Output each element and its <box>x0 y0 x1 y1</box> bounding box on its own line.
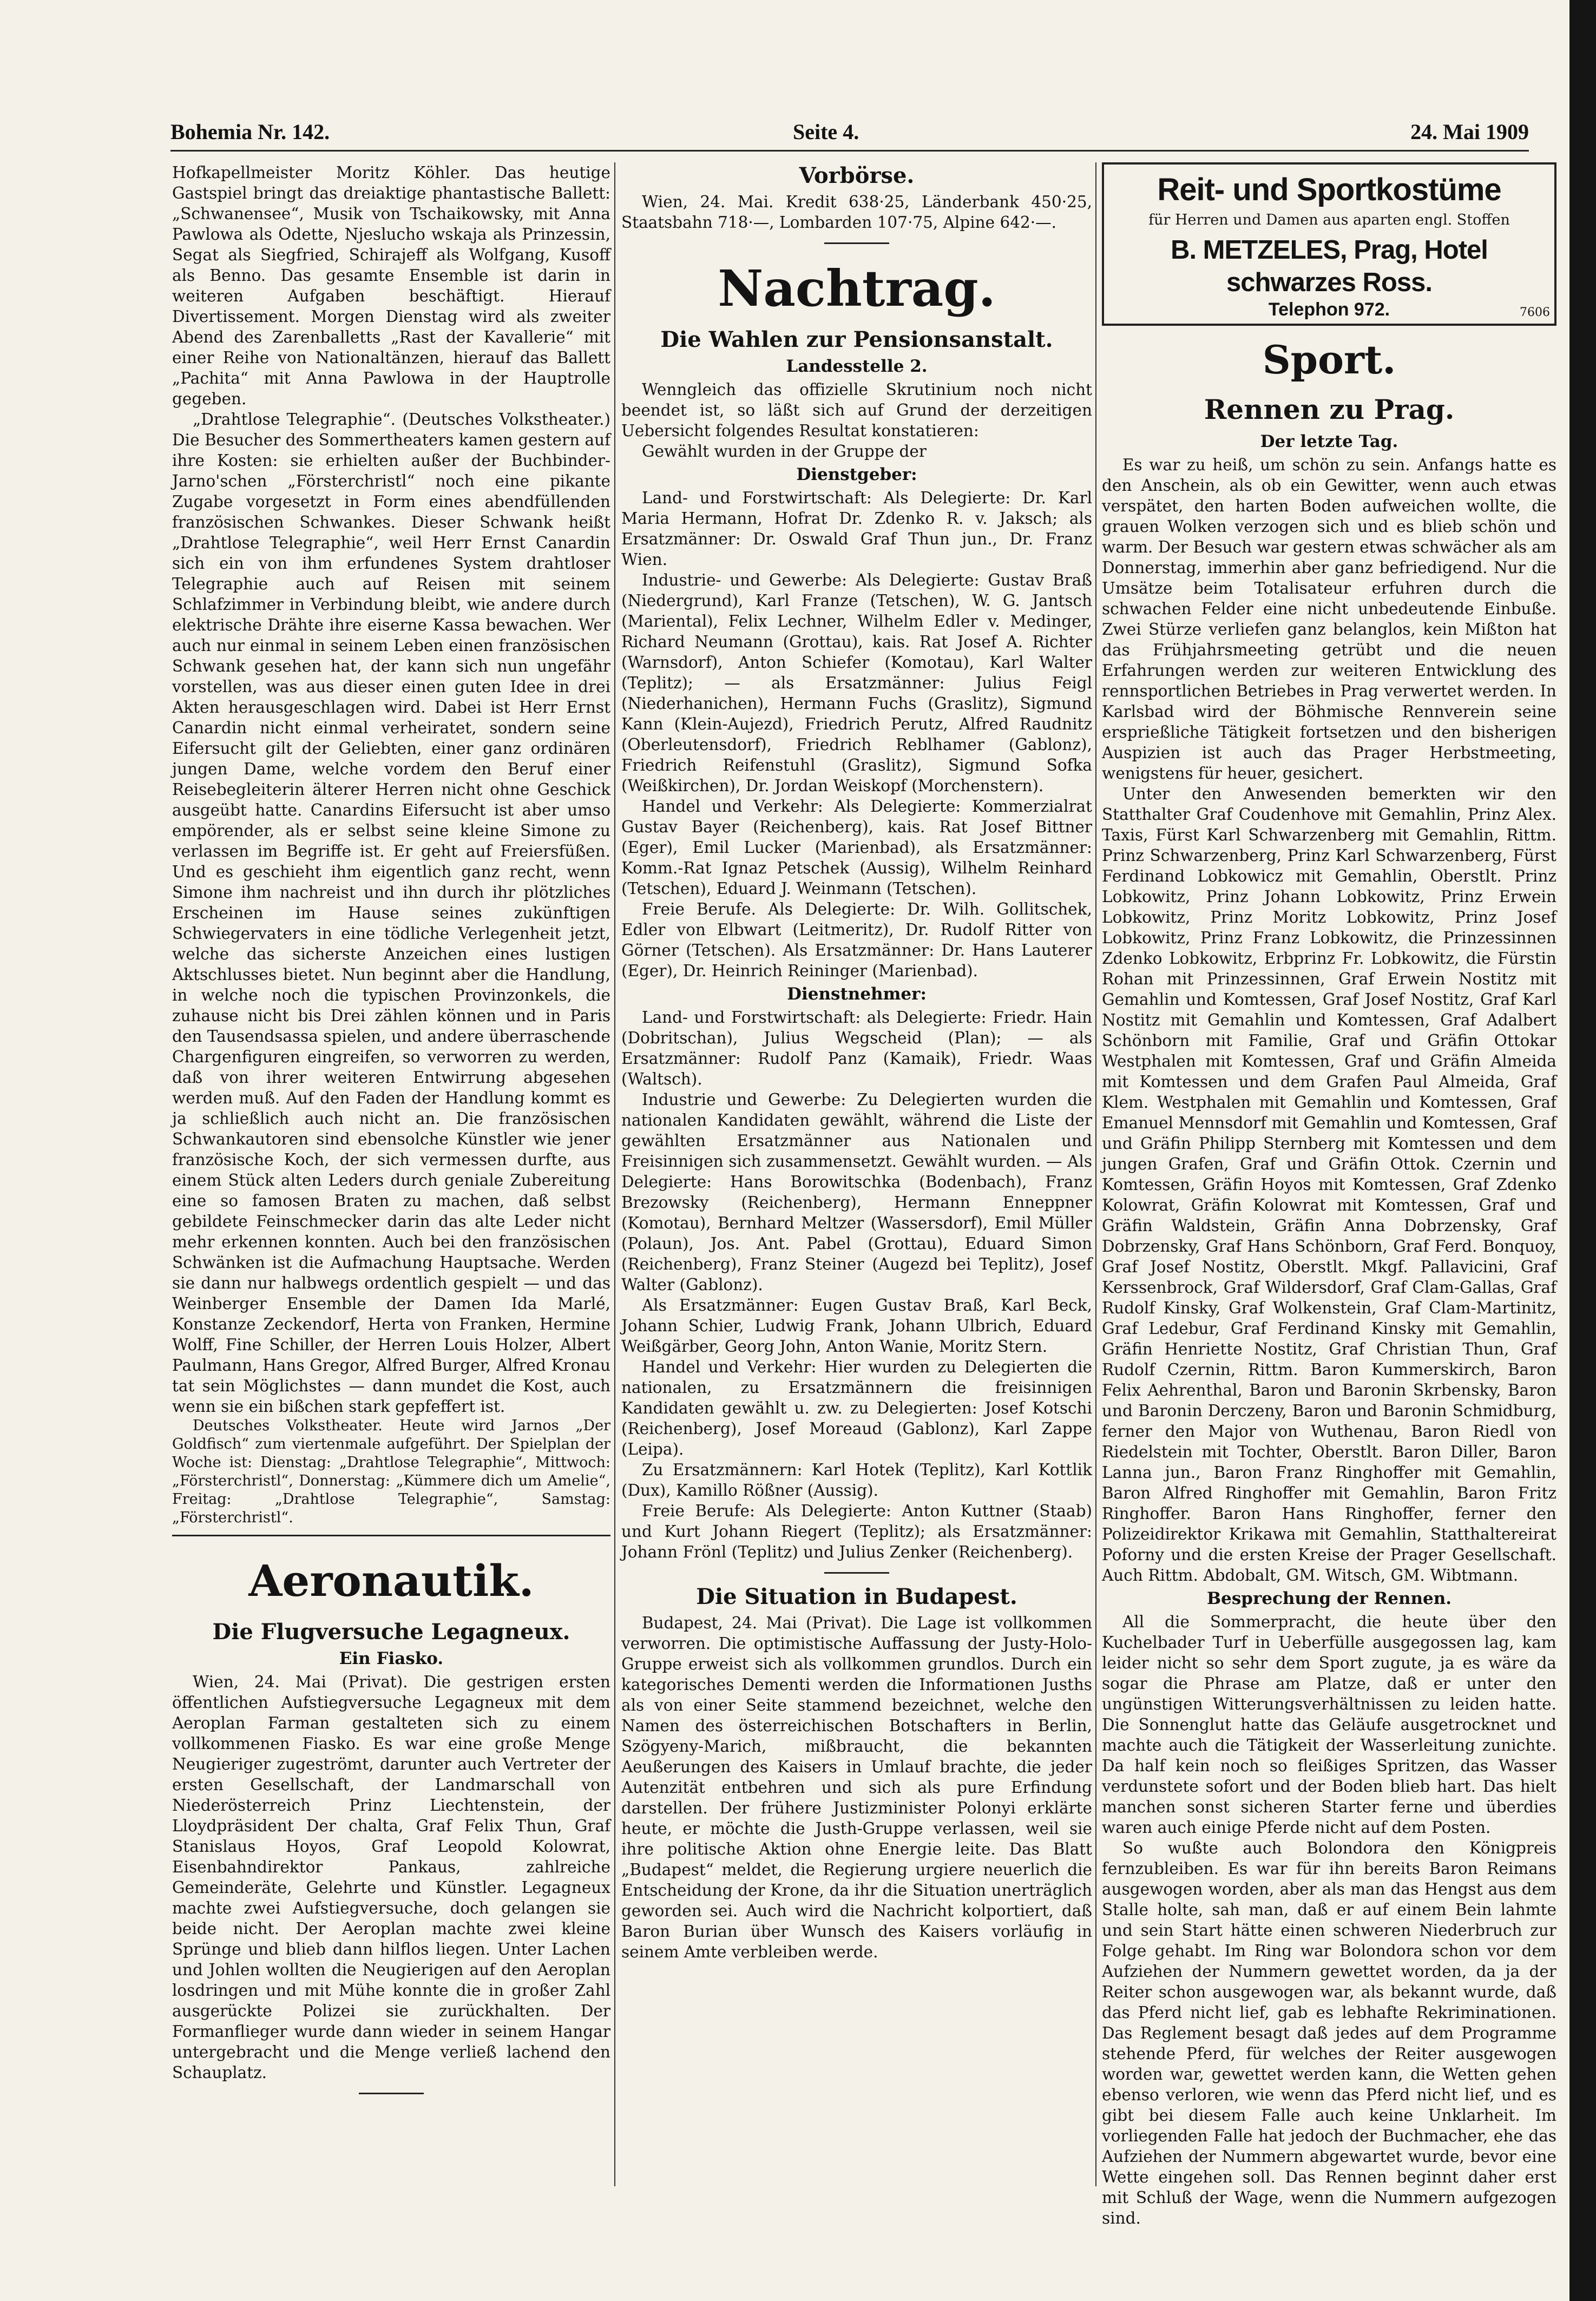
article-headline: Die Wahlen zur Pensionsanstalt. <box>660 327 1053 352</box>
section-title-nachtrag: Nachtrag. <box>718 259 996 318</box>
ad-firm: B. METZELES, Prag, Hotel schwarzes Ross. <box>1171 235 1488 297</box>
article-paragraph: So wußte auch Bolondora den Königpreis fernzubleiben. Es war für ihn bereits Baron Reimans ausgewogen worden, aber als man das Hengst aus dem Stalle holte, sah man, daß er auf einem Bein lahmte und sein Start hätte einen schweren Niederbruch zur Folge gehabt. Im Ring war Bolondora schon vor dem Aufziehen der Nummern gewettet worden, da ja der Reiter schon ausgewogen war, als bekannt wurde, daß das Pferd nicht lief, gab es lebhafte Rekriminationen. Das Reglement besagt daß jedes auf dem Programme stehende Pferd, für welches der Reiter ausgewogen worden war, gewettet werden kann, die Wetten gehen ebenso verloren, wie wenn das Pferd nicht lief, und es gibt bei diesem Falle auch keine Unklarheit. Im vorliegenden Falle hat jedoch der Buchmacher, ehe das Aufziehen der Nummern abgewartet wurde, bevor eine Wette eingehen soll. Das Rennen beginnt daher erst mit Schluß der Wage, wenn die Nummern aufgezogen sind. <box>1102 1839 1556 2227</box>
article-paragraph: Gewählt wurden in der Gruppe der <box>642 442 927 461</box>
article-paragraph: Als Ersatzmänner: Eugen Gustav Braß, Karl Beck, Johann Schier, Ludwig Frank, Johann Ulbrich, Eduard Weißgärber, Georg John, Anton Wanie, Moritz Stern. <box>621 1296 1092 1356</box>
scan-edge <box>1569 0 1596 2301</box>
article-paragraph: Hofkapellmeister Moritz Köhler. Das heutige Gastspiel bringt das dreiaktige phantastische Ballett: „Schwanensee“, Musik von Tschaikowsky, mit Anna Pawlowa als Odette, Njeslucho wskaja als Prinzessin, Segat als Siegfried, Schirajeff als Wolfgang, Kusoff als Benno. Das gesamte Ensemble ist darin in weiteren Aufgaben beschäftigt. Hierauf Divertissement. Morgen Dienstag wird als zweiter Abend des Zarenballetts „Rast der Kavallerie“ mit einer Reihe von Nationaltänzen, hierauf das Ballett „Pachita“ mit Anna Pawlowa in der Hauptrolle gegeben. <box>172 163 610 408</box>
section-rule <box>824 1572 889 1574</box>
article-paragraph: Zu Ersatzmännern: Karl Hotek (Teplitz), Karl Kottlik (Dux), Kamillo Rößner (Aussig). <box>621 1461 1092 1500</box>
column-3 <box>1102 162 1556 2227</box>
article-paragraph: Wenngleich das offizielle Skrutinium noch nicht beendet ist, so läßt sich auf Grund der derzeitigen Uebersicht folgendes Resultat konstatieren: <box>621 380 1092 440</box>
section-rule <box>172 1535 610 1536</box>
article-paragraph: Wien, 24. Mai (Privat). Die gestrigen ersten öffentlichen Aufstiegversuche Legagneux mit dem Aeroplan Farman gestalteten sich zu einem vollkommenen Fiasko. Es war eine große Menge Neugieriger zugeströmt, darunter auch Vertreter der ersten Gesellschaft, der Landmarschall von Niederösterreich Prinz Liechtenstein, der Lloydpräsident Der chalta, Graf Felix Thun, Graf Stanislaus Hoyos, Graf Leopold Kolowrat, Eisenbahndirektor Pankaus, zahlreiche Gemeinderäte, Gelehrte und Künstler. Legagneux machte zwei Aufstiegversuche, doch gelangen sie beide nicht. Der Aeroplan machte zwei kleine Sprünge und blieb dann hilflos liegen. Unter Lachen und Johlen wollten die Neugierigen auf den Aeroplan losdringen und mit Mühe konnte die in großer Zahl ausgerückte Polizei sie zurückhalten. Der Formanflieger wurde dann wieder in seinem Hangar untergebracht und die Menge verließ lachend den Schauplatz. <box>172 1673 610 2082</box>
article-subheadline: Landesstelle 2. <box>786 357 928 376</box>
article-paragraph: Freie Berufe: Als Delegierte: Anton Kuttner (Staab) und Kurt Johann Riegert (Teplitz); als Ersatzmänner: Johann Frönl (Teplitz) und Julius Zenker (Reichenberg). <box>621 1502 1092 1561</box>
section-title-vorboerse: Vorbörse. <box>799 163 915 188</box>
article-paragraph: Unter den Anwesenden bemerkten wir den Statthalter Graf Coudenhove mit Gemahlin, Prinz Alex. Taxis, Fürst Karl Schwarzenberg mit Gemahlin, Rittm. Prinz Schwarzenberg, Prinz Karl Schwarzenberg, Fürst Ferdinand Lobkowicz mit Gemahlin, Oberstlt. Prinz Lobkowitz, Prinz Johann Lobkowitz, Prinz Erwein Lobkowitz, Prinz Moritz Lobkowitz, Prinz Josef Lobkowitz, Prinz Franz Lobkowitz, die Prinzessinnen Zdenko Lobkowitz, Erbprinz Fr. Lobkowitz, die Fürstin Rohan mit Prinzessinnen, Graf Erwein Nostitz mit Gemahlin und Komtessen, Graf Josef Nostitz, Graf Karl Nostitz mit Gemahlin und Komtessen, Graf Adalbert Schönborn mit Familie, Graf und Gräfin Ottokar Westphalen mit Komtessen, Graf und Gräfin Almeida mit Komtessen und dem Grafen Paul Almeida, Graf Klem. Westphalen mit Gemahlin und Komtessen, Graf Emanuel Mennsdorf mit Gemahlin und Komtessen, Graf und Gräfin Philipp Sternberg mit Komtessen und dem jungen Grafen, Graf und Gräfin Ottok. Czernin und Komtessen, Gräfin Hoyos mit Komtessen, Graf Zdenko Kolowrat, Gräfin Kolowrat mit Komtessen, Graf und Gräfin Waldstein, Gräfin Anna Dobrzensky, Graf Dobrzensky, Graf Hans Schönborn, Graf Ferd. Bonquoy, Graf Josef Nostitz, Oberstlt. Mkgf. Pallavicini, Graf Kerssenbrock, Graf Wildersdorf, Graf Clam-Gallas, Graf Rudolf Kinsky, Graf Wolkenstein, Graf Clam-Martinitz, Graf Ledebur, Graf Ferdinand Kinsky mit Gemahlin, Gräfin Henriette Nostitz, Graf Christian Thun, Graf Rudolf Czernin, Rittm. Baron Kummerskirch, Baron Felix Aehrenthal, Baron und Baronin Skrbensky, Baron und Baronin Derczeny, Baron und Baronin Schmidburg, ferner den Major von Wuthenau, Baron Riedl von Riedelstein mit Tochter, Oberstlt. Baron Diller, Baron Lanna jun., Baron Franz Ringhoffer mit Gemahlin, Baron Alfred Ringhoffer mit Gemahlin, Baron Fritz Ringhoffer. Baron Hans Ringhoffer, ferner den Polizeidirektor Krikawa mit Gemahlin, Statthaltereirat Poforny und die ersten Kreise der Prager Gesellschaft. Auch Rittm. Abdobalt, GM. Witsch, GM. Wibtmann. <box>1102 785 1556 1585</box>
section-title-sport: Sport. <box>1262 337 1396 383</box>
section-title-aeronautik: Aeronautik. <box>248 1555 534 1606</box>
page-header <box>170 119 1529 152</box>
article-paragraph: Land- und Forstwirtschaft: als Delegierte: Friedr. Hain (Dobritschan), Julius Wegscheid (Plan); — als Ersatzmänner: Rudolf Panz (Kamaik), Friedr. Waas (Waltsch). <box>621 1008 1092 1088</box>
article-paragraph: „Drahtlose Telegraphie“. (Deutsches Volkstheater.) Die Besucher des Sommertheaters kamen gestern auf ihre Kosten: sie erhielten außer der Buchbinder-Jarno'schen „Försterchristl“ noch eine pikante Zugabe vorgesetzt in Form eines abendfüllenden französischen Schwankes. Dieser Schwank heißt „Drahtlose Telegraphie“, weil Herr Ernst Canardin sich ein von ihm erfundenes System drahtloser Telegraphie auch auf Reisen mit seinem Schlafzimmer in Verbindung bleibt, wie andere durch elektrische Drähte ihre eiserne Kassa bewachen. Wer auch nur einmal in seinem Leben einen französischen Schwank gesehen hat, der kann sich nun ungefähr vorstellen, was aus dieser einen guten Idee in drei Akten herausgeschlagen wird. Dabei ist Herr Ernst Canardin nicht einmal verheiratet, sondern seine Eifersucht gilt der Geliebten, einer ganz ordinären jungen Dame, welche vordem den Beruf einer Reisebegleiterin älterer Herren nicht ohne Geschick ausgeübt hatte. Canardins Eifersucht ist aber umso empörender, als er selbst seine kleine Simone zu verlassen im Begriffe ist. Er geht auf Freiersfüßen. Und es geschieht ihm eigentlich ganz recht, wenn Simone ihm nachreist und ihn durch ihr plötzliches Erscheinen im Hause seines zukünftigen Schwiegervaters in eine tödliche Verlegenheit jetzt, welche das sicherste Anzeichen eines lustigen Aktschlusses bietet. Nun beginnt aber die Handlung, in welche noch die typischen Provinzonkels, die zuhause nicht bis Drei zählen können und in Paris den Tausendsassa spielen, und andere überraschende Chargenfiguren eingreifen, so verworren zu werden, daß von ihrer weiteren Entwirrung abgesehen werden muß. Auf den Faden der Handlung kommt es ja schließlich auch nicht an. Die französischen Schwankautoren sind ebensolche Künstler wie jener französische Koch, der sich vermessen durfte, aus einem Stück alten Leders durch geniale Zubereitung eine so famosen Braten zu machen, daß selbst gebildete Feinschmecker darin das alte Leder nicht mehr erkennen konnten. Auch bei den französischen Schwänken ist die Aufmachung Hauptsache. Werden sie dann nur halbwegs ordentlich gespielt — und das Weinberger Ensemble der Damen Ida Marlé, Konstanze Zeckendorf, Herta von Franken, Hermine Wolff, Fine Schiller, der Herren Louis Holzer, Albert Paulmann, Hans Gregor, Alfred Burger, Alfred Kronau tat sein Möglichstes — dann mundet die Kost, auch wenn sie ein bißchen stark gepfeffert ist. <box>172 410 610 1416</box>
article-paragraph: Deutsches Volkstheater. Heute wird Jarnos „Der Goldfisch“ zum viertenmale aufgeführt. Der Spielplan der Woche ist: Dienstag: „Drahtlose Telegraphie“, Mittwoch: „Försterchristl“, Donnerstag: „Kümmere dich um Amelie“, Freitag: „Drahtlose Telegraphie“, Samstag: „Försterchristl“. <box>172 1417 610 1526</box>
article-paragraph: Budapest, 24. Mai (Privat). Die Lage ist vollkommen verworren. Die optimistische Auffassung der Justy-Holo-Gruppe erweist sich als vollkommen grundlos. Durch ein kategorisches Dementi werden die Informationen Jusths als von einer Seite stammend bezeichnet, welche den Namen des österreichischen Botschafters in Berlin, Szögyeny-Marich, mißbraucht, die bekannten Aeußerungen des Kaisers in Umlauf brachte, die jeder Autenzität entbehren und sich als pure Erfindung darstellen. Der frühere Justizminister Polonyi erklärte heute, er möchte die Justh-Gruppe verlassen, weil sie ihre politische Aktion ohne Energie leite. Das Blatt „Budapest“ meldet, die Regierung urgiere neuerlich die Entscheidung der Krone, da ihr die Situation unerträglich geworden sei. Auch wird die Nachricht kolportiert, daß Baron Burian über Wunsch des Kaisers vorläufig in seinem Amte verbleiben werde. <box>621 1614 1092 1961</box>
ad-subtitle: für Herren und Damen aus aparten engl. Stoffen <box>1148 212 1510 228</box>
article-subheadline: Der letzte Tag. <box>1260 432 1398 451</box>
end-rule <box>359 2093 424 2094</box>
column-1 <box>172 162 610 2197</box>
article-paragraph: All die Sommerpracht, die heute über den Kuchelbader Turf in Ueberfülle ausgegossen lag, kam leider nicht so sehr dem Sport zugute, ja es wäre da sogar die Phrase am Platze, daß er unter den ungünstigen Witterungsverhältnissen zu leiden hatte. Die Sonnenglut hatte das Geläufe ausgetrocknet und machte auch die Tätigkeit der Wasserleitung zunichte. Da half kein noch so fleißiges Spritzen, das Wasser verdunstete sofort und der Boden blieb hart. Das hielt manchen sonst sicheren Starter ferne und überdies waren auch einige Pferde nicht auf dem Posten. <box>1102 1613 1556 1837</box>
header-page-number: Seite 4. <box>793 120 859 144</box>
article-subheadline: Besprechung der Rennen. <box>1206 1589 1452 1608</box>
header-publication: Bohemia Nr. 142. <box>170 120 330 144</box>
article-paragraph: Es war zu heiß, um schön zu sein. Anfangs hatte es den Anschein, als ob ein Gewitter, wenn auch etwas verspätet, den harten Boden aufweichen wollte, die grauen Wolken verzogen sich und es blieb schön und warm. Der Besuch war gestern etwas schwächer als am Donnerstag, immerhin aber ganz befriedigend. Nur die Umsätze beim Totalisateur erfuhren durch die schwachen Felder eine nicht unbedeutende Einbuße. Zwei Stürze verliefen ganz belanglos, kein Mißton hat das Frühjahrsmeeting getrübt und die neuen Erfahrungen werden zur weiteren Entwicklung des rennsportlichen Betriebes in Prag verwertet werden. In Karlsbad wird der Böhmische Rennverein seine ersprießliche Tätigkeit fortsetzen und den bisherigen Auspizien ist auch das Prager Herbstmeeting, wenigstens für heuer, gesichert. <box>1102 456 1556 783</box>
ad-number: 7606 <box>1520 306 1550 319</box>
article-headline: Die Flugversuche Legagneux. <box>212 1619 570 1645</box>
article-paragraph: Wien, 24. Mai. Kredit 638·25, Länderbank 450·25, Staatsbahn 718·—, Lombarden 107·75, Alpine 642·—. <box>621 193 1092 232</box>
ad-title: Reit- und Sportkostüme <box>1157 172 1501 207</box>
column-divider <box>1095 162 1096 2186</box>
article-paragraph: Industrie und Gewerbe: Zu Delegierten wurden die nationalen Kandidaten gewählt, während die Liste der gewählten Ersatzmänner aus Nationalen und Freisinnigen sich zusammensetzt. Gewählt wurden. — Als Delegierte: Hans Borowitschka (Bodenbach), Franz Brezowsky (Reichenberg), Hermann Enneppner (Komotau), Bernhard Meltzer (Wassersdorf), Emil Müller (Polaun), Jos. Ant. Pabel (Grottau), Eduard Simon (Reichenberg), Franz Steiner (Augezd bei Teplitz), Josef Walter (Gablonz). <box>621 1090 1092 1294</box>
article-paragraph: Handel und Verkehr: Als Delegierte: Kommerzialrat Gustav Bayer (Reichenberg), kais. Rat Josef Bittner (Eger), Emil Lucker (Marienbad), als Ersatzmänner: Komm.-Rat Ignaz Petschek (Aussig), Wilhelm Reinhard (Tetschen), Eduard J. Weinmann (Tetschen). <box>621 797 1092 898</box>
article-subheadline: Dienstgeber: <box>796 465 917 484</box>
article-paragraph: Land- und Forstwirtschaft: Als Delegierte: Dr. Karl Maria Hermann, Hofrat Dr. Zdenko R. v. Jaksch; als Ersatzmänner: Dr. Oswald Graf Thun jun., Dr. Franz Wien. <box>621 489 1092 569</box>
column-2 <box>621 162 1092 2197</box>
article-paragraph: Industrie- und Gewerbe: Als Delegierte: Gustav Braß (Niedergrund), Karl Franze (Tetschen), W. G. Jantsch (Mariental), Felix Lechner, Wilhelm Edler v. Medinger, Richard Neumann (Grottau), kais. Rat Josef A. Richter (Warnsdorf), Anton Schiefer (Komotau), Karl Walter (Teplitz); — als Ersatzmänner: Julius Feigl (Niederhanichen), Hermann Fuchs (Graslitz), Sigmund Kann (Klein-Aujezd), Friedrich Perutz, Alfred Raudnitz (Oberleutensdorf), Friedrich Reblhamer (Gablonz), Friedrich Reifenstuhl (Graslitz), Sigmund Sofka (Weißkirchen), Dr. Jordan Weiskopf (Morchenstern). <box>621 571 1092 795</box>
article-subheadline: Ein Fiasko. <box>339 1649 444 1668</box>
article-headline: Die Situation in Budapest. <box>696 1584 1017 1609</box>
article-headline: Rennen zu Prag. <box>1204 393 1455 425</box>
header-date: 24. Mai 1909 <box>1410 120 1529 144</box>
ad-phone: Telephon 972. <box>1268 299 1390 320</box>
column-divider <box>614 162 615 2186</box>
section-rule <box>824 242 889 244</box>
article-paragraph: Handel und Verkehr: Hier wurden zu Delegierten die nationalen, zu Ersatzmännern die freisinnigen Kandidaten gewählt u. zw. zu Delegierten: Josef Kotschi (Reichenberg), Josef Moreaud (Gablonz), Karl Zappe (Leipa). <box>621 1358 1092 1458</box>
article-subheadline: Dienstnehmer: <box>787 984 927 1004</box>
advertisement <box>1102 162 1556 326</box>
article-paragraph: Freie Berufe. Als Delegierte: Dr. Wilh. Gollitschek, Edler von Elbwart (Leitmeritz), Dr. Rudolf Ritter von Görner (Tetschen). Als Ersatzmänner: Dr. Hans Lauterer (Eger), Dr. Heinrich Reininger (Marienbad). <box>621 900 1092 980</box>
